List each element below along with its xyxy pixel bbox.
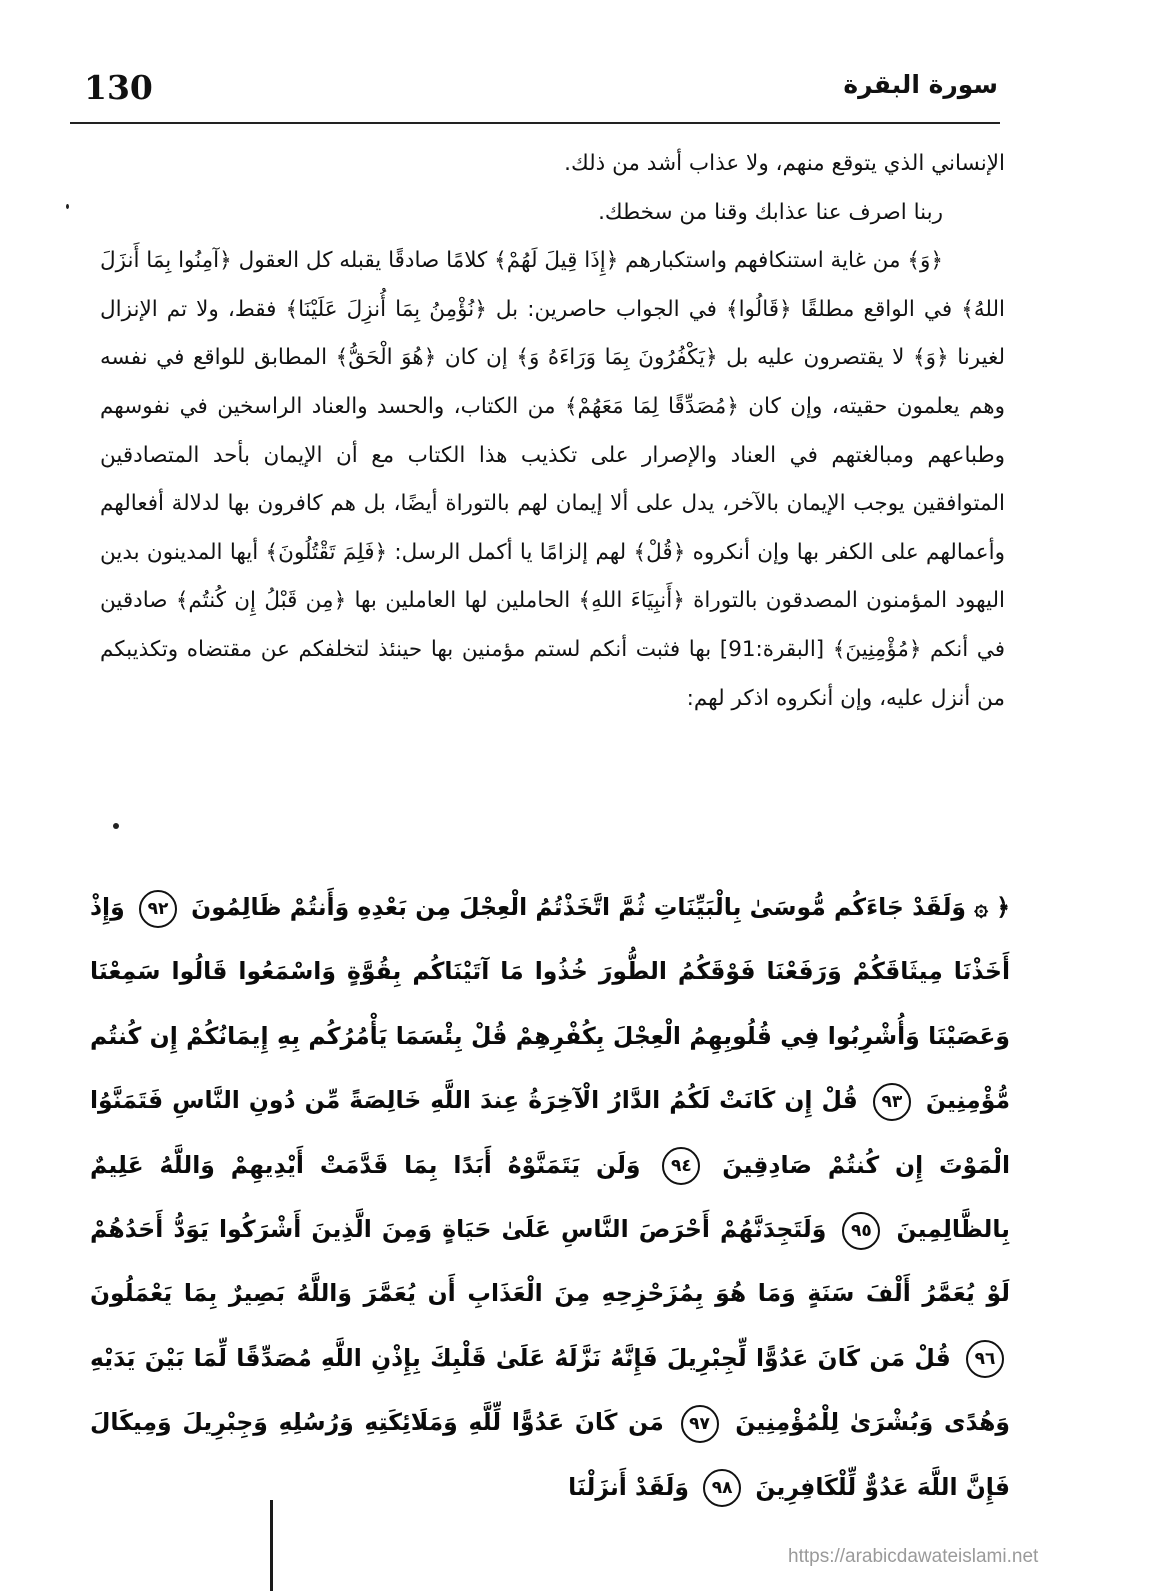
quran-verse-text: وَإِذْ أَخَذْنَا مِيثَاقَكُمْ وَرَفَعْنَا فَوْقَكُمُ الطُّورَ خُذُوا مَا آتَيْنَاكُم بِقُوَّةٍ وَاسْمَعُوا قَالُوا سَمِعْنَا وَعَصَيْنَا وَأُشْرِبُوا فِي قُلُوبِهِمُ الْعِجْلَ بِكُفْرِهِمْ قُلْ بِئْسَمَا يَأْمُرُكُم بِهِ إِيمَانُكُمْ إِن كُنتُم مُّؤْمِنِينَ	[90, 893, 1011, 1115]
quran-verse-text: وَلَقَدْ أَنزَلْنَا	[568, 1472, 689, 1501]
ayah-number-marker: ٩٨	[703, 1469, 741, 1507]
ayah-number-marker: ٩٥	[842, 1212, 880, 1250]
quran-verse-text: ﴿ ۞ وَلَقَدْ جَاءَكُم مُّوسَىٰ بِالْبَيِّنَاتِ ثُمَّ اتَّخَذْتُمُ الْعِجْلَ مِن بَعْدِهِ وَأَنتُمْ ظَالِمُونَ	[191, 893, 1010, 921]
scan-speck	[66, 204, 69, 209]
commentary-text	[100, 140, 1005, 723]
quran-verse-text: وَلَتَجِدَنَّهُمْ أَحْرَصَ النَّاسِ عَلَىٰ حَيَاةٍ وَمِنَ الَّذِينَ أَشْرَكُوا يَوَدُّ أَحَدُهُمْ لَوْ يُعَمَّرُ أَلْفَ سَنَةٍ وَمَا هُوَ بِمُزَحْزِحِهِ مِنَ الْعَذَابِ أَن يُعَمَّرَ وَاللَّهُ بَصِيرٌ بِمَا يَعْمَلُونَ	[90, 1215, 1010, 1308]
quran-verses-block	[90, 875, 1010, 1519]
quran-verse-text: قُلْ مَن كَانَ عَدُوًّا لِّجِبْرِيلَ فَإِنَّهُ نَزَّلَهُ عَلَىٰ قَلْبِكَ بِإِذْنِ اللَّهِ مُصَدِّقًا لِّمَا بَيْنَ يَدَيْهِ وَهُدًى وَبُشْرَىٰ لِلْمُؤْمِنِينَ	[90, 1343, 1010, 1437]
quran-verse-text: قُلْ إِن كَانَتْ لَكُمُ الدَّارُ الْآخِرَةُ عِندَ اللَّهِ خَالِصَةً مِّن دُونِ النَّاسِ فَتَمَنَّوُا الْمَوْتَ إِن كُنتُمْ صَادِقِينَ	[90, 1086, 1010, 1179]
scan-margin-mark	[270, 1500, 273, 1591]
ayah-number-marker: ٩٧	[681, 1405, 719, 1443]
ayah-number-marker: ٩٣	[873, 1083, 911, 1121]
commentary-paragraph: ﴿وَ﴾ من غاية استنكافهم واستكبارهم ﴿إِذَا قِيلَ لَهُمْ﴾ كلامًا صادقًا يقبله كل العقول ﴿آمِنُوا بِمَا أَنزَلَ اللهُ﴾ في الواقع مطلقًا ﴿قَالُوا﴾ في الجواب حاصرين: بل ﴿نُؤْمِنُ بِمَا أُنزِلَ عَلَيْنَا﴾ فقط، ولا تم الإنزال لغيرنا ﴿وَ﴾ لا يقتصرون عليه بل ﴿يَكْفُرُونَ بِمَا وَرَاءَهُ وَ﴾ إن كان ﴿هُوَ الْحَقُّ﴾ المطابق للواقع في نفسه وهم يعلمون حقيته، وإن كان ﴿مُصَدِّقًا لِمَا مَعَهُمْ﴾ من الكتاب، والحسد والعناد الراسخين في نفوسهم وطباعهم ومبالغتهم في العناد والإصرار على تكذيب هذا الكتاب مع أن الإيمان بأحد المتصادقين المتوافقين يوجب الإيمان بالآخر، يدل على ألا إيمان لهم بالتوراة أيضًا، بل هم كافرون بها لدلالة أفعالهم وأعمالهم على الكفر بها وإن أنكروه ﴿قُلْ﴾ لهم إلزامًا يا أكمل الرسل: ﴿فَلِمَ تَقْتُلُونَ﴾ أيها المدينون بدين اليهود المؤمنون المصدقون بالتوراة ﴿أَنبِيَاءَ اللهِ﴾ الحاملين لها العاملين بها ﴿مِن قَبْلُ إِن كُنتُم﴾ صادقين في أنكم ﴿مُؤْمِنِينَ﴾ [البقرة:91] بها فثبت أنكم لستم مؤمنين بها حينئذ لتخلفكم عن مقتضاه وتكذيبكم من أنزل عليه، وإن أنكروه اذكر لهم:	[100, 248, 1005, 711]
commentary-paragraph: ربنا اصرف عنا عذابك وقنا من سخطك.	[598, 199, 943, 225]
scan-speck	[113, 823, 119, 829]
commentary-paragraph: الإنساني الذي يتوقع منهم، ولا عذاب أشد من ذلك.	[564, 151, 1005, 176]
page-number: 130	[84, 68, 153, 107]
ayah-number-marker: ٩٦	[966, 1340, 1004, 1378]
quran-verses-paragraph	[90, 875, 1010, 1519]
ayah-number-marker: ٩٤	[662, 1147, 700, 1185]
watermark-url: https://arabicdawateislami.net	[788, 1546, 1039, 1567]
page-header	[70, 68, 998, 120]
quran-verse-text: وَلَن يَتَمَنَّوْهُ أَبَدًا بِمَا قَدَّمَتْ أَيْدِيهِمْ وَاللَّهُ عَلِيمٌ بِالظَّالِمِينَ	[90, 1150, 1011, 1244]
ayah-number-marker: ٩٢	[139, 890, 177, 928]
surah-title: سورة البقرة	[843, 70, 998, 99]
quran-verse-text: مَن كَانَ عَدُوًّا لِّلَّهِ وَمَلَائِكَتِهِ وَرُسُلِهِ وَجِبْرِيلَ وَمِيكَالَ فَإِنَّ اللَّهَ عَدُوٌّ لِّلْكَافِرِينَ	[90, 1408, 1010, 1501]
header-divider	[70, 122, 1000, 124]
